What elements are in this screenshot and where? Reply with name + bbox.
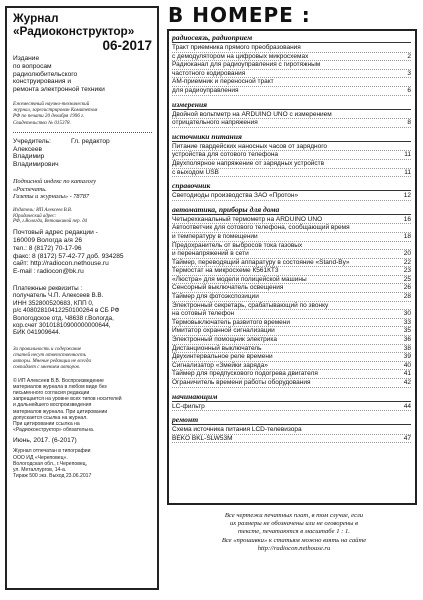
print-info: Журнал отпечатан в типографии ООО ИД «Череповец». Вологодская обл., г.Череповец, ул. Металлургов, 14-а. Тираж 500 экз. Выход 23.06.2017 xyxy=(13,448,92,480)
toc-section xyxy=(172,181,411,201)
magazine-title: Журнал xyxy=(13,11,59,25)
toc-entry[interactable] xyxy=(172,353,411,362)
toc-entry-title: Ограничитель времени работы оборудования xyxy=(172,379,311,386)
toc-entry-page: 40 xyxy=(403,361,411,369)
toc-entry-page: 2 xyxy=(407,52,411,60)
toc-entry-title: Радиоканал для радиоуправления с гиротяжным xyxy=(172,61,321,69)
toc-entry[interactable] xyxy=(172,259,411,268)
toc-section-heading: автоматика, приборы для дома xyxy=(172,205,411,215)
toc-entry[interactable] xyxy=(172,233,411,242)
subscription-index: Подписной индекс по каталогу «Роспечать. Газеты и журналы» - 78787 xyxy=(13,177,97,201)
toc-section-heading: измерения xyxy=(172,100,411,110)
toc-entry-title: Двойной вольтметр на ARDUINO UNO с измерением xyxy=(172,110,332,118)
magazine-subtitle: «Радиоконструктор» xyxy=(13,24,135,38)
toc-entry[interactable] xyxy=(172,78,411,87)
toc-entry-title: Тракт приемника прямого преобразования xyxy=(172,44,301,51)
toc-entry-page: 28 xyxy=(403,293,411,301)
toc-entry-page: 11 xyxy=(404,168,411,176)
toc-entry-page: 18 xyxy=(403,232,411,240)
website-link[interactable]: сайт: http://radiocon.nethouse.ru xyxy=(13,260,109,268)
magazine-description: Издание по вопросам радиолюбительского конструирования и ремонта электронной техники xyxy=(13,55,105,94)
toc-entry-page: 16 xyxy=(403,215,411,223)
toc-section xyxy=(172,205,411,388)
toc-entry[interactable] xyxy=(172,242,411,251)
toc-entry-page: 3 xyxy=(407,69,411,77)
toc-entry-title: Электронный секретарь, срабатывающий по звонку xyxy=(172,301,329,309)
editor-label: Гл. редактор xyxy=(71,137,110,145)
toc-entry-title: Светодиоды производства ЗАО «Протон» xyxy=(172,192,299,200)
toc-entry-title: Схема источника питания LCD-телевизора xyxy=(172,426,302,434)
toc-entry-title: для радиоуправления xyxy=(172,86,239,94)
toc-entry[interactable] xyxy=(172,111,411,120)
toc-entry-title: АМ-приемник и переносной тракт xyxy=(172,78,274,86)
toc-entry-page: 36 xyxy=(403,336,411,344)
toc-entry-page: 22 xyxy=(403,258,411,266)
postal-address: Почтовый адрес редакции - 160009 Вологда а/я 26 тел.: 8 (8172) 70-17-96 факс: 8 (8172) 57-42-77 доб. 934285 сайт: http://radiocon.nethouse.ru E-mail : radiocon@bk.ru xyxy=(13,229,152,276)
magazine-issue-number: 06-2017 xyxy=(102,38,152,53)
toc-entry[interactable] xyxy=(172,345,411,354)
toc-entry-title: с выходом USB xyxy=(172,168,219,176)
toc-section xyxy=(172,132,411,177)
toc-entry-page: 39 xyxy=(403,353,411,361)
toc-entry[interactable] xyxy=(172,44,411,53)
toc-entry[interactable] xyxy=(172,87,411,96)
toc-entry[interactable] xyxy=(172,151,411,160)
issue-date: Июнь, 2017. (6-2017) xyxy=(13,437,77,445)
editor-name-line-1: Алексеев Владимир xyxy=(13,145,45,161)
toc-entry-title: Электронный помощник электрика xyxy=(172,336,278,344)
toc-entry-page: 30 xyxy=(403,310,411,318)
toc-section-heading: начинающим xyxy=(172,392,411,402)
toc-entry[interactable] xyxy=(172,435,411,444)
toc-entry-title: и перенапряжений в сети xyxy=(172,250,249,258)
toc-entry-title: и температуру в помещении xyxy=(172,232,258,240)
toc-entry-title: с демодулятором на цифровых микросхемах xyxy=(172,52,309,60)
toc-entry[interactable] xyxy=(172,403,411,412)
toc-entry-title: Четырехканальный термометр на ARDUINO UNO xyxy=(172,215,323,223)
toc-entry-title: Питание гвардейских наносных часов от зарядного xyxy=(172,142,328,150)
email-link[interactable]: E-mail : radiocon@bk.ru xyxy=(13,268,84,276)
toc-section-heading: справочник xyxy=(172,181,411,191)
toc-section xyxy=(172,100,411,128)
toc-entry-title: устройства для сотового телефона xyxy=(172,151,279,159)
founder-label: Учредитель: xyxy=(13,137,51,145)
toc-entry-page: 11 xyxy=(404,151,411,159)
toc-entry-title: Двухинтервальное реле времени xyxy=(172,353,273,361)
toc-entry[interactable] xyxy=(172,160,411,169)
toc-entry-title: Сенсорный выключатель освещения xyxy=(172,284,284,292)
toc-entry-page: 41 xyxy=(403,370,411,378)
toc-entry[interactable] xyxy=(172,224,411,233)
contents-heading: В НОМЕРЕ : xyxy=(168,3,311,27)
toc-entry-page: 33 xyxy=(403,318,411,326)
publisher-info: Издатель: ИП Алексеев В.В. Юридический адрес: РФ, г.Вологда, Ветошкиной пер. д4 xyxy=(13,207,87,225)
disclaimer: За правильность и содержание статей несут ответственность авторы. Мнение редакции не всегда совпадает с мнением авторов. xyxy=(13,345,92,371)
masthead-panel xyxy=(5,6,159,590)
toc-entry-title: Автоответчик для сотового телефона, сообщающий время xyxy=(172,224,350,232)
toc-entry[interactable] xyxy=(172,61,411,70)
table-of-contents xyxy=(167,29,417,505)
staff-block xyxy=(13,138,152,146)
copyright-notice: © ИП Алексеев В.В. Воспроизведение материалов журнала в любом виде без письменного согласия редакции запрещается на уровне всех типов носителей и дальнейшего воспроизведения материалов журнала. При цитировании допускается ссылка на журнал. При цитировании ссылка на «Радиоконструктор» обязательна. xyxy=(13,377,122,434)
toc-entry-title: Двухполярное напряжение от зарядных устройств xyxy=(172,159,325,167)
toc-entry[interactable] xyxy=(172,119,411,128)
divider xyxy=(13,132,152,133)
toc-entry-page: 12 xyxy=(403,192,411,200)
toc-entry-page: 6 xyxy=(407,86,411,94)
toc-section xyxy=(172,392,411,412)
toc-entry[interactable] xyxy=(172,302,411,311)
toc-entry[interactable] xyxy=(172,336,411,345)
toc-entry[interactable] xyxy=(172,267,411,276)
toc-entry-page: 23 xyxy=(403,267,411,275)
toc-entry[interactable] xyxy=(172,293,411,302)
toc-entry[interactable] xyxy=(172,284,411,293)
editor-name-line-2: Владимирович xyxy=(13,161,59,169)
toc-entry-title: на сотовый телефон xyxy=(172,310,235,318)
toc-entry-title: Термостат на микросхеме К561КТ3 xyxy=(172,267,279,275)
toc-entry-title: Сигнализатор «Змейки заряда» xyxy=(172,361,268,369)
toc-entry[interactable] xyxy=(172,250,411,259)
toc-entry-title: Таймер, переводящий аппаратуру в состояние «Stand-By» xyxy=(172,258,350,266)
toc-entry-title: Имитатор охранной сигнализации xyxy=(172,327,275,335)
bank-details: Платежные реквизиты : получатель Ч.П. Алексеев В.В. ИНН 352800520683, КПП 0, р/с 40802810412250100264 в СБ РФ Вологодское отд. Ч8638 г.Вологда, кор.счет 30101810900000000644, БИК 041909644. xyxy=(13,284,120,337)
toc-entry-title: «Люстра» для модели полицейской машины xyxy=(172,275,307,283)
toc-entry-page: 20 xyxy=(403,250,411,258)
toc-entry-title: Дистанционный выключатель xyxy=(172,344,262,352)
toc-entry-page: 8 xyxy=(407,119,411,127)
toc-section-heading: ремонт xyxy=(172,415,411,425)
toc-entry-title: Таймер для фотоэкспозиции xyxy=(172,293,259,301)
toc-entry[interactable] xyxy=(172,327,411,336)
toc-entry-page: 26 xyxy=(403,284,411,292)
toc-entry[interactable] xyxy=(172,192,411,201)
toc-entry-title: частотного кодирования xyxy=(172,69,246,77)
toc-entry-page: 44 xyxy=(403,402,411,410)
toc-entry-title: Предохранитель от выбросов тока газовых xyxy=(172,241,303,249)
registration-info: Ежемесячный научно-технический журнал, зарегистрирован Комитетом РФ по печати 20 декабря 1996 г. Свидетельство № 015378. xyxy=(13,100,98,126)
toc-entry[interactable] xyxy=(172,310,411,319)
toc-entry[interactable] xyxy=(172,370,411,379)
toc-entry[interactable] xyxy=(172,53,411,62)
footnote: Все чертежи печатных плат, в том случае, если их размеры не обозначены или не оговорены в тексте, печатаются в масштабе 1 : 1. Все «прошивки» к статьям можно взять на сайте http://radiocon.nethouse.ru xyxy=(221,512,367,552)
toc-section xyxy=(172,33,411,96)
toc-entry[interactable] xyxy=(172,426,411,435)
toc-entry-title: BEKO BKL-SLW53M xyxy=(172,434,233,442)
toc-entry-title: LC-фильтр xyxy=(172,402,205,410)
toc-section xyxy=(172,415,411,443)
toc-entry-title: Таймер для предпускового подогрева двигателя xyxy=(172,370,318,378)
toc-entry-page: 35 xyxy=(403,327,411,335)
toc-entry[interactable] xyxy=(172,169,411,178)
toc-section-heading: радиосвязь, радиоприем xyxy=(172,33,411,43)
toc-entry-title: Термовыключатель развитого времени xyxy=(172,318,291,326)
toc-entry-page: 38 xyxy=(403,344,411,352)
toc-entry-page: 47 xyxy=(403,434,411,442)
toc-entry-page: 25 xyxy=(403,275,411,283)
toc-section-heading: источники питания xyxy=(172,132,411,142)
toc-entry-title: отрицательного напряжения xyxy=(172,119,258,127)
toc-entry-page: 42 xyxy=(403,379,411,386)
toc-entry[interactable] xyxy=(172,379,411,388)
